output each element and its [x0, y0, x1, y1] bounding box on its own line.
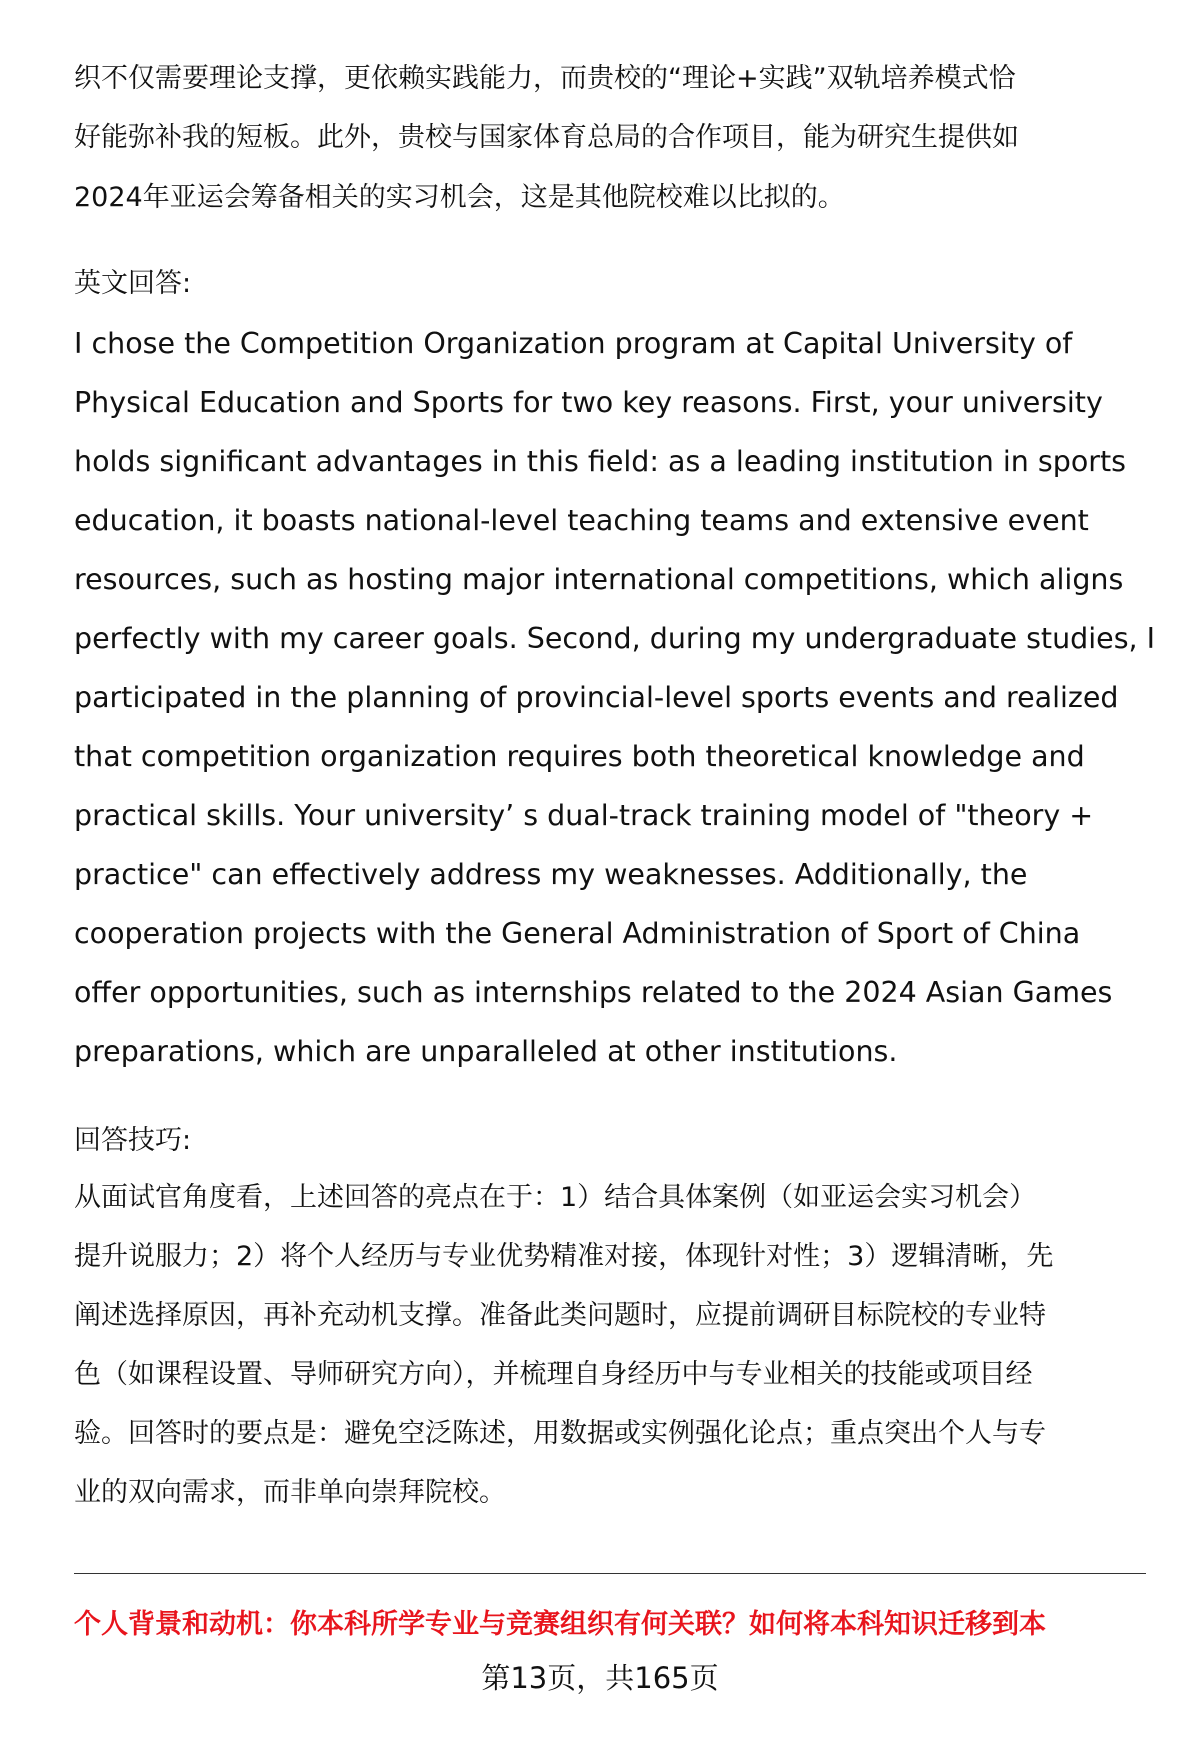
text-line: education, it boasts national-level teaching teams and extensive event [74, 504, 1089, 537]
text-line: preparations, which are unparalleled at other institutions. [74, 1035, 898, 1068]
text-line: Physical Education and Sports for two key reasons. First, your university [74, 386, 1103, 419]
text-line: 好能弥补我的短板。此外，贵校与国家体育总局的合作项目，能为研究生提供如 [74, 122, 1019, 153]
next-question-heading: 个人背景和动机：你本科所学专业与竞赛组织有何关联？如何将本科知识迁移到本 [74, 1609, 1046, 1640]
page-number: 第13页，共165页 [481, 1661, 719, 1695]
text-line: 阐述选择原因，再补充动机支撑。准备此类问题时，应提前调研目标院校的专业特 [74, 1300, 1046, 1331]
text-line: perfectly with my career goals. Second, during my undergraduate studies, I [74, 622, 1156, 655]
text-line: that competition organization requires both theoretical knowledge and [74, 740, 1085, 773]
text-line: 提升说服力；2）将个人经历与专业优势精准对接，体现针对性；3）逻辑清晰，先 [74, 1241, 1054, 1272]
tips-heading: 回答技巧: [74, 1125, 192, 1156]
section-divider [74, 1573, 1146, 1574]
text-line: 2024年亚运会筹备相关的实习机会，这是其他院校难以比拟的。 [74, 182, 845, 213]
text-line: resources, such as hosting major international competitions, which aligns [74, 563, 1124, 596]
text-line: 织不仅需要理论支撑，更依赖实践能力，而贵校的“理论+实践”双轨培养模式恰 [74, 63, 1016, 94]
text-line: participated in the planning of provincial-level sports events and realized [74, 681, 1119, 714]
text-line: 验。回答时的要点是：避免空泛陈述，用数据或实例强化论点；重点突出个人与专 [74, 1418, 1046, 1449]
text-line: practical skills. Your university’ s dual-track training model of "theory + [74, 799, 1094, 832]
text-line: offer opportunities, such as internships related to the 2024 Asian Games [74, 976, 1113, 1009]
text-line: I chose the Competition Organization program at Capital University of [74, 327, 1073, 360]
english-answer-heading: 英文回答: [74, 268, 192, 299]
text-line: 色（如课程设置、导师研究方向），并梳理自身经历中与专业相关的技能或项目经 [74, 1359, 1033, 1390]
text-line: 从面试官角度看，上述回答的亮点在于：1）结合具体案例（如亚运会实习机会） [74, 1182, 1037, 1213]
text-line: practice" can effectively address my weaknesses. Additionally, the [74, 858, 1028, 891]
text-line: 业的双向需求，而非单向崇拜院校。 [74, 1477, 506, 1508]
text-line: cooperation projects with the General Administration of Sport of China [74, 917, 1081, 950]
text-line: holds significant advantages in this field: as a leading institution in sports [74, 445, 1127, 478]
